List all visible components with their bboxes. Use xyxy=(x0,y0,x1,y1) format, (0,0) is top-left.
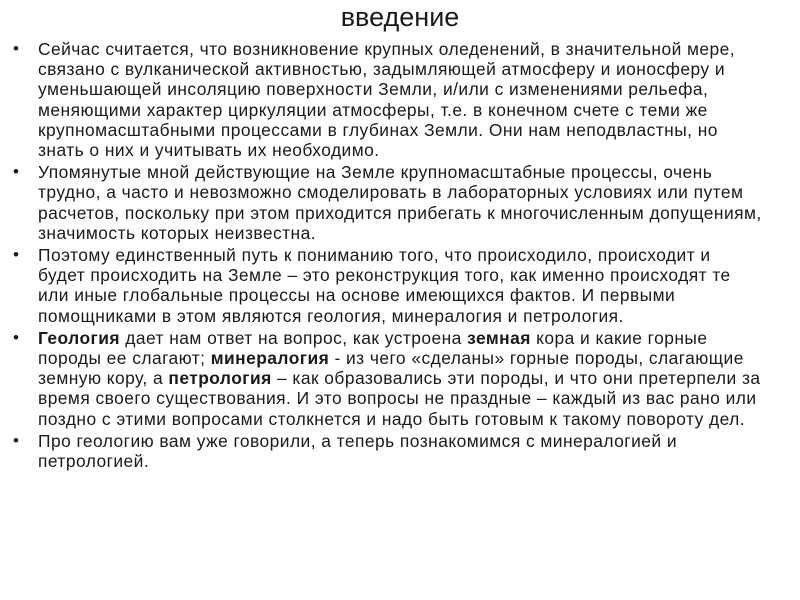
paragraph-text: дает нам ответ на вопрос, как устроена xyxy=(119,327,468,348)
paragraph-text: - из чего «сделаны» горные породы, слагающие земную кору, а xyxy=(38,348,744,389)
paragraph-text: Сейчас считается, что возникновение крупных оледенений, в значительной мере, связано с вулканической активностью, задымляющей атмосферу и ионосферу и уменьшающей инсоляцию поверхности Земли, и/или с изменениями рельефа, меняющими характер циркуляции атмосферы, т.е. в конечном счете с теми же крупномасштабными процессами в глубинах Земли. Они нам неподвластны, но знать о них и учитывать их необходимо. xyxy=(38,39,736,161)
bullet-marker: • xyxy=(13,162,20,182)
slide-title: введение xyxy=(340,2,460,32)
bullet-marker: • xyxy=(13,39,20,58)
paragraph-text: – как образовались эти породы, и что они претерпели за время своего существования. И это вопросы не праздные – каждый из вас рано или поздно с этими вопросами столкнется и надо быть готовым к такому повороту дел. xyxy=(38,368,761,429)
list-item xyxy=(0,39,800,160)
term-mineralogy: минералогия xyxy=(210,348,330,369)
term-earth: земная xyxy=(467,327,531,348)
bullet-marker: • xyxy=(13,327,20,347)
list-item xyxy=(0,245,800,326)
paragraph-text: кора и какие горные породы ее слагают; xyxy=(38,327,708,369)
list-item xyxy=(0,162,800,243)
term-geology: Геология xyxy=(38,327,120,348)
paragraph-text: Упомянутые мной действующие на Земле крупномасштабные процессы, очень трудно, а часто и невозможно смоделировать в лабораторных условиях или путем расчетов, поскольку при этом приходится прибегать к многочисленным допущениям, значимость которых неизвестна. xyxy=(38,162,762,243)
bullet-list xyxy=(0,39,800,473)
list-item xyxy=(0,431,800,471)
paragraph-text: Поэтому единственный путь к пониманию того, что происходило, происходит и будет происходить на Земле – это реконструкция того, как именно происходят те или иные глобальные процессы на основе имеющихся фактов. И первыми помощниками в этом являются геология, минералогия и петрология. xyxy=(38,245,731,326)
bullet-marker: • xyxy=(13,430,20,450)
bullet-marker: • xyxy=(13,245,20,265)
list-item xyxy=(0,328,800,429)
paragraph-text: Про геологию вам уже говорили, а теперь познакомимся с минералогией и петрологией. xyxy=(38,430,677,472)
term-petrology: петрология xyxy=(168,368,272,389)
